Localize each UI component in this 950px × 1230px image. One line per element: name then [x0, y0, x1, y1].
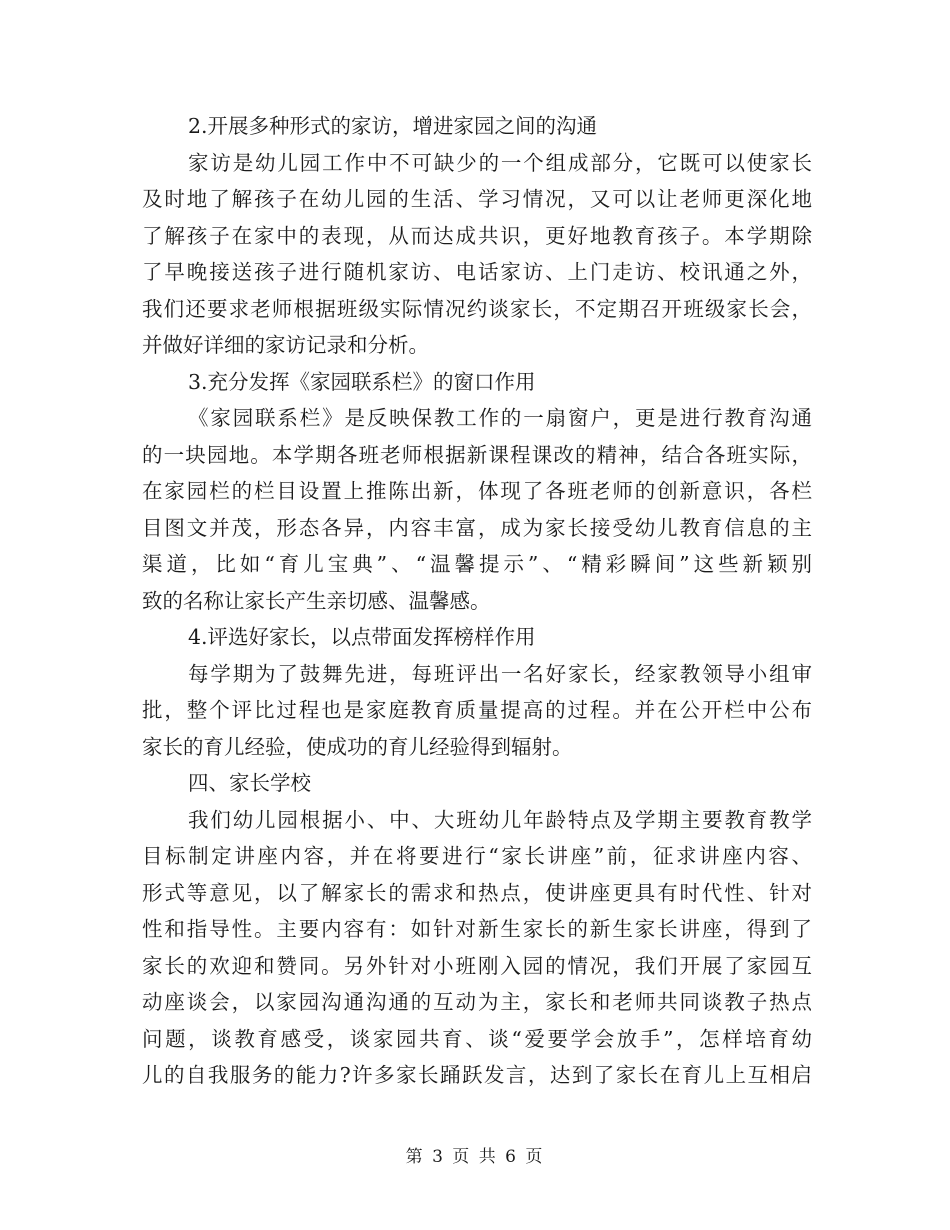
text-line: 了解孩子在家中的表现，从而达成共识，更好地教育孩子。本学期除 [142, 223, 812, 248]
text-line: 问题，谈教育感受，谈家园共育、谈“爱要学会放手”，怎样培育幼 [142, 1026, 812, 1051]
text-line: 致的名称让家长产生亲切感、温馨感。 [142, 588, 491, 613]
text-line: 并做好详细的家访记录和分析。 [142, 333, 429, 357]
text-line: 批，整个评比过程也是家庭教育质量提高的过程。并在公开栏中公布 [142, 698, 812, 722]
text-line: 家长的欢迎和赞同。另外针对小班刚入园的情况，我们开展了家园互 [142, 953, 812, 978]
text-line: 4.评选好家长，以点带面发挥榜样作用 [188, 625, 536, 649]
text-line: 及时地了解孩子在幼儿园的生活、学习情况，又可以让老师更深化地 [142, 187, 812, 211]
document-body [142, 108, 812, 1094]
text-line: 动座谈会，以家园沟通沟通的互动为主，家长和老师共同谈教子热点 [142, 990, 812, 1014]
text-line: 性和指导性。主要内容有：如针对新生家长的新生家长讲座，得到了 [142, 917, 812, 941]
text-line: 的一块园地。本学期各班老师根据新课程课改的精神，结合各班实际， [142, 442, 812, 467]
text-line: 儿的自我服务的能力?许多家长踊跃发言，达到了家长在育儿上互相启 [142, 1063, 812, 1087]
text-line: 家长的育儿经验，使成功的育儿经验得到辐射。 [142, 734, 573, 759]
text-line: 家访是幼儿园工作中不可缺少的一个组成部分，它既可以使家长 [188, 150, 812, 175]
text-line: 我们还要求老师根据班级实际情况约谈家长，不定期召开班级家长会， [142, 296, 812, 321]
text-line: 了早晚接送孩子进行随机家访、电话家访、上门走访、校讯通之外， [142, 260, 812, 284]
text-line: 在家园栏的栏目设置上推陈出新，体现了各班老师的创新意识，各栏 [142, 479, 812, 503]
text-line: 每学期为了鼓舞先进，每班评出一名好家长，经家教领导小组审 [188, 661, 812, 686]
text-line: 目标制定讲座内容，并在将要进行“家长讲座”前，征求讲座内容、 [142, 844, 812, 868]
text-line: 渠道，比如“育儿宝典”、“温馨提示”、“精彩瞬间”这些新颖别 [142, 552, 812, 576]
text-line: 2.开展多种形式的家访，增进家园之间的沟通 [188, 114, 598, 138]
text-line: 我们幼儿园根据小、中、大班幼儿年龄特点及学期主要教育教学 [188, 807, 812, 832]
page-number-footer: 第 3 页 共 6 页 [405, 1147, 545, 1167]
text-line: 3.充分发挥《家园联系栏》的窗口作用 [188, 369, 536, 394]
text-line: 四、家长学校 [188, 771, 311, 795]
text-line: 目图文并茂，形态各异，内容丰富，成为家长接受幼儿教育信息的主 [142, 515, 812, 540]
text-line: 形式等意见，以了解家长的需求和热点，使讲座更具有时代性、针对 [142, 880, 812, 905]
text-line: 《家园联系栏》是反映保教工作的一扇窗户，更是进行教育沟通 [188, 406, 812, 430]
